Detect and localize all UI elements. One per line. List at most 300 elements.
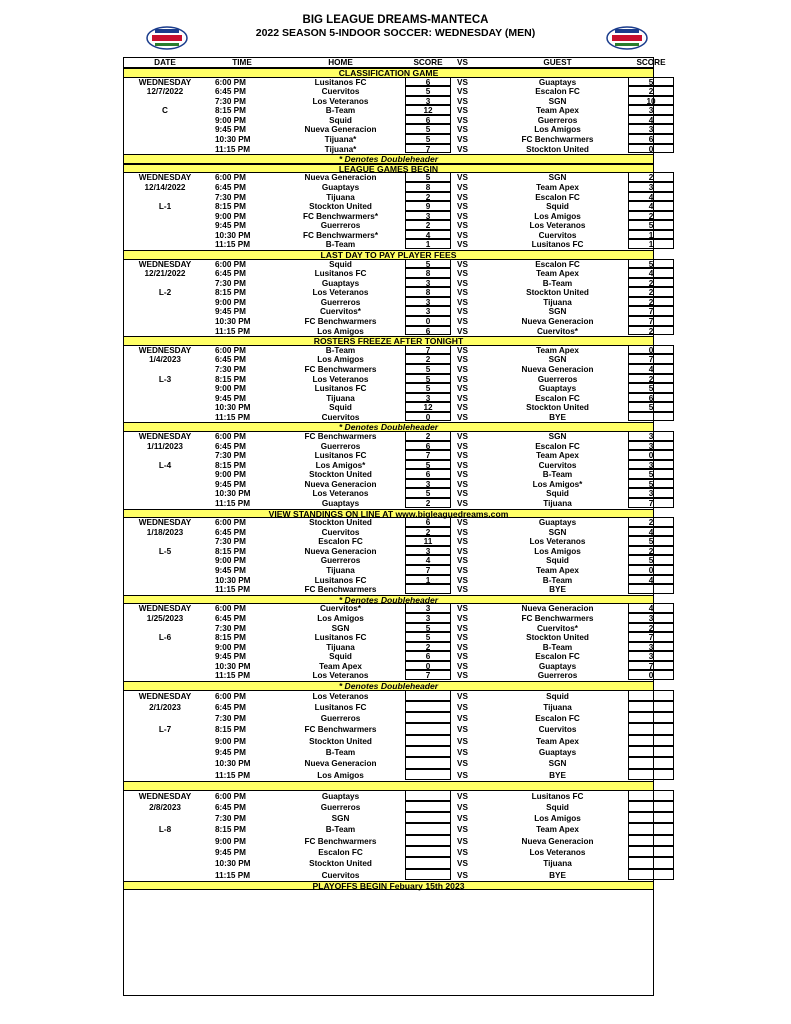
week-label: L-4 [158,460,172,470]
guest-team: BYE [549,770,566,780]
guest-score [628,812,674,823]
guest-team: Los Amigos [534,546,581,556]
guest-score: 1 [628,239,674,249]
home-score: 8 [405,268,451,278]
game-row [123,260,654,270]
game-row [123,499,654,509]
vs-label: VS [457,802,468,812]
home-team: Guerreros [320,556,361,566]
week-label: L-6 [158,633,172,643]
guest-score: 4 [628,527,674,537]
home-team: Tijuana [326,393,355,403]
guest-team: Team Apex [536,345,579,355]
guest-team: Tijuana [543,499,572,509]
col-date: DATE [154,58,176,67]
vs-label: VS [457,278,468,288]
guest-team: Squid [546,556,569,566]
game-row [123,813,654,824]
home-score: 4 [405,555,451,565]
home-score: 9 [405,201,451,211]
home-score: 6 [405,326,451,336]
section-banner: LAST DAY TO PAY PLAYER FEES [123,250,654,260]
home-team: B-Team [325,106,356,116]
home-team: Lusitanos FC [314,451,367,461]
game-row [123,633,654,643]
game-row [123,870,654,881]
vs-label: VS [457,575,468,585]
day-label: WEDNESDAY [138,431,192,441]
game-date: 2/8/2023 [149,802,181,812]
vs-label: VS [457,479,468,489]
game-time: 6:00 PM [215,604,246,614]
home-team: Guaptays [321,791,360,801]
vs-label: VS [457,202,468,212]
game-date: 12/14/2022 [144,182,186,192]
guest-score [628,801,674,812]
game-date: 1/25/2023 [146,613,184,623]
game-date: 12/7/2022 [146,87,184,97]
game-time: 10:30 PM [215,230,251,240]
home-score: 4 [405,230,451,240]
home-score [405,701,451,712]
home-score: 1 [405,575,451,585]
guest-score: 5 [628,220,674,230]
home-score: 7 [405,450,451,460]
vs-label: VS [457,87,468,97]
home-team: Cuervitos [321,527,360,537]
home-team: Team Apex [319,661,362,671]
vs-label: VS [457,451,468,461]
game-time: 6:45 PM [215,613,246,623]
home-score: 0 [405,316,451,326]
home-team: Cuervitos [321,412,360,422]
guest-team: Los Veteranos [529,537,586,547]
game-row [123,576,654,586]
home-score [405,690,451,701]
home-score: 3 [405,211,451,221]
game-time: 6:45 PM [215,87,246,97]
game-time: 11:15 PM [215,585,251,595]
guest-score: 3 [628,431,674,441]
guest-score [628,757,674,768]
guest-score [628,584,674,594]
guest-team: Nueva Generacion [521,317,594,327]
home-team: Lusitanos FC [314,702,367,712]
game-row [123,193,654,203]
game-row [123,747,654,758]
home-score: 6 [405,441,451,451]
home-score: 8 [405,182,451,192]
game-row [123,413,654,423]
game-row [123,145,654,155]
guest-score: 3 [628,642,674,652]
guest-team: Nueva Generacion [521,836,594,846]
section-sub-banner: LEAGUE GAMES BEGIN [123,164,654,174]
guest-team: Cuervitos [538,725,577,735]
col-score: SCORE [413,58,443,67]
vs-label: VS [457,585,468,595]
guest-score: 2 [628,374,674,384]
day-label: WEDNESDAY [138,173,192,183]
vs-label: VS [457,499,468,509]
guest-team: FC Benchwarmers [521,135,594,145]
vs-label: VS [457,106,468,116]
game-row [123,375,654,385]
guest-team: Guaptays [538,77,577,87]
game-time: 6:45 PM [215,182,246,192]
home-team: Nueva Generacion [304,546,377,556]
game-row [123,183,654,193]
guest-score: 2 [628,86,674,96]
game-row [123,78,654,88]
day-label: WEDNESDAY [138,691,192,701]
column-header-row [123,57,666,68]
col-guest: GUEST [543,58,572,67]
guest-team: SGN [548,355,567,365]
game-time: 8:15 PM [215,546,246,556]
home-team: Nueva Generacion [304,759,377,769]
game-time: 11:15 PM [215,412,251,422]
game-row [123,106,654,116]
guest-team: Squid [546,489,569,499]
home-score: 6 [405,651,451,661]
guest-score: 4 [628,603,674,613]
week-label: L-2 [158,288,172,298]
guest-score: 2 [628,172,674,182]
vs-label: VS [457,623,468,633]
guest-score: 5 [628,536,674,546]
guest-team: Squid [546,202,569,212]
game-time: 11:15 PM [215,499,251,509]
game-time: 7:30 PM [215,278,246,288]
guest-team: Team Apex [536,825,579,835]
game-row [123,355,654,365]
vs-label: VS [457,725,468,735]
game-row [123,847,654,858]
guest-team: Team Apex [536,451,579,461]
home-score [405,769,451,780]
game-row [123,394,654,404]
home-score: 3 [405,479,451,489]
guest-score: 5 [628,479,674,489]
guest-team: Guaptays [538,518,577,528]
home-score: 0 [405,412,451,422]
game-time: 10:30 PM [215,759,251,769]
vs-label: VS [457,537,468,547]
vs-label: VS [457,384,468,394]
game-time: 9:45 PM [215,221,246,231]
guest-team: Guerreros [537,374,578,384]
guest-team: Los Veteranos [529,848,586,858]
game-row [123,480,654,490]
guest-score [628,869,674,880]
game-time: 11:15 PM [215,770,251,780]
game-row [123,125,654,135]
vs-label: VS [457,96,468,106]
game-time: 7:30 PM [215,451,246,461]
game-date: 1/18/2023 [146,527,184,537]
game-row [123,432,654,442]
home-score [405,857,451,868]
vs-label: VS [457,870,468,880]
guest-team: Nueva Generacion [521,604,594,614]
vs-label: VS [457,825,468,835]
home-team: SGN [331,814,350,824]
guest-team: Team Apex [536,736,579,746]
day-label: WEDNESDAY [138,77,192,87]
guest-score: 1 [628,230,674,240]
game-time: 9:45 PM [215,652,246,662]
guest-score: 3 [628,460,674,470]
guest-score: 4 [628,268,674,278]
guest-team: Tijuana [543,702,572,712]
game-time: 8:15 PM [215,374,246,384]
vs-label: VS [457,240,468,250]
home-team: Nueva Generacion [304,173,377,183]
home-team: Guaptays [321,182,360,192]
home-team: Cuervitos* [320,604,361,614]
game-row [123,702,654,713]
home-team: FC Benchwarmers [304,725,377,735]
home-team: Tijuana [326,642,355,652]
day-label: WEDNESDAY [138,791,192,801]
vs-label: VS [457,393,468,403]
home-team: Escalon FC [318,848,363,858]
game-row [123,202,654,212]
game-row [123,279,654,289]
game-row [123,97,654,107]
game-time: 6:00 PM [215,345,246,355]
home-team: FC Benchwarmers [304,317,377,327]
guest-score [628,690,674,701]
vs-label: VS [457,403,468,413]
guest-team: Lusitanos FC [531,240,584,250]
game-time: 8:15 PM [215,460,246,470]
page-title: BIG LEAGUE DREAMS-MANTECA [302,14,489,26]
home-team: B-Team [325,748,356,758]
guest-team: SGN [548,527,567,537]
guest-team: B-Team [542,642,573,652]
guest-team: Escalon FC [535,441,580,451]
guest-score: 0 [628,345,674,355]
home-score [405,846,451,857]
vs-label: VS [457,192,468,202]
game-row [123,240,654,250]
game-row [123,87,654,97]
guest-team: BYE [549,870,566,880]
home-score: 2 [405,431,451,441]
game-date: 1/4/2023 [149,355,181,365]
home-score: 5 [405,374,451,384]
guest-team: Guerreros [537,115,578,125]
home-score [405,869,451,880]
game-row [123,736,654,747]
game-row [123,327,654,337]
guest-team: Los Amigos* [532,479,583,489]
home-team: FC Benchwarmers [304,431,377,441]
home-score: 5 [405,383,451,393]
guest-team: Escalon FC [535,87,580,97]
guest-team: Escalon FC [535,259,580,269]
home-score: 5 [405,124,451,134]
guest-team: Team Apex [536,269,579,279]
guest-team: Squid [546,691,569,701]
vs-label: VS [457,412,468,422]
home-team: Cuervitos [321,870,360,880]
home-team: Cuervitos [321,87,360,97]
guest-score: 0 [628,565,674,575]
game-time: 9:00 PM [215,556,246,566]
game-row [123,585,654,595]
guest-score: 5 [628,259,674,269]
guest-team: Cuervitos [538,460,577,470]
game-row [123,652,654,662]
vs-label: VS [457,859,468,869]
guest-team: Guerreros [537,671,578,681]
home-team: Lusitanos FC [314,269,367,279]
guest-team: Cuervitos [538,230,577,240]
home-score: 12 [405,402,451,412]
game-time: 9:45 PM [215,307,246,317]
home-score: 6 [405,115,451,125]
game-time: 8:15 PM [215,633,246,643]
home-team: Los Veteranos [312,374,369,384]
guest-score [628,790,674,801]
game-row [123,836,654,847]
guest-score: 2 [628,623,674,633]
home-score: 5 [405,172,451,182]
guest-score: 3 [628,488,674,498]
home-team: Guerreros [320,714,361,724]
game-row [123,643,654,653]
home-team: Tijuana* [324,135,357,145]
guest-score: 2 [628,287,674,297]
game-row [123,724,654,735]
vs-label: VS [457,702,468,712]
guest-score: 0 [628,144,674,154]
game-row [123,614,654,624]
game-row [123,528,654,538]
section-banner: * Denotes Doubleheader [123,154,654,164]
home-team: FC Benchwarmers [304,836,377,846]
guest-score [628,835,674,846]
home-score [405,746,451,757]
vs-label: VS [457,288,468,298]
home-score: 3 [405,306,451,316]
guest-team: Los Amigos [534,125,581,135]
game-time: 9:45 PM [215,566,246,576]
guest-team: Cuervitos* [537,623,578,633]
game-row [123,713,654,724]
guest-team: Tijuana [543,297,572,307]
guest-team: BYE [549,412,566,422]
home-team: B-Team [325,345,356,355]
section-spacer [123,781,654,791]
vs-label: VS [457,736,468,746]
home-score: 3 [405,393,451,403]
game-time: 8:15 PM [215,288,246,298]
vs-label: VS [457,211,468,221]
vs-label: VS [457,431,468,441]
home-team: Cuervitos* [320,307,361,317]
col-time: TIME [232,58,252,67]
guest-score: 3 [628,182,674,192]
guest-score: 0 [628,450,674,460]
guest-team: Los Amigos [534,814,581,824]
game-row [123,212,654,222]
home-score [405,723,451,734]
game-row [123,269,654,279]
vs-label: VS [457,691,468,701]
game-time: 11:15 PM [215,326,251,336]
home-score: 2 [405,527,451,537]
schedule-table [123,57,666,891]
home-team: Los Amigos [317,355,364,365]
league-logo-right [606,26,648,50]
guest-team: SGN [548,431,567,441]
home-team: Los Veteranos [312,671,369,681]
guest-score: 3 [628,613,674,623]
game-time: 9:45 PM [215,848,246,858]
game-row [123,537,654,547]
game-time: 10:30 PM [215,661,251,671]
guest-team: Lusitanos FC [531,791,584,801]
vs-label: VS [457,182,468,192]
vs-label: VS [457,374,468,384]
game-time: 6:00 PM [215,77,246,87]
guest-score: 4 [628,192,674,202]
guest-score: 3 [628,124,674,134]
page-subtitle: 2022 SEASON 5-INDOOR SOCCER: WEDNESDAY (MEN) [255,27,536,39]
home-score [405,584,451,594]
game-row [123,384,654,394]
guest-team: Stockton United [526,633,589,643]
guest-score: 2 [628,297,674,307]
home-team: Guerreros [320,221,361,231]
game-row [123,221,654,231]
home-team: Lusitanos FC [314,633,367,643]
game-time: 6:00 PM [215,518,246,528]
vs-label: VS [457,770,468,780]
game-time: 9:00 PM [215,836,246,846]
home-team: Lusitanos FC [314,384,367,394]
game-row [123,791,654,802]
game-row [123,824,654,835]
guest-team: Team Apex [536,182,579,192]
home-score: 7 [405,670,451,680]
home-team: Tijuana [326,566,355,576]
guest-score [628,701,674,712]
game-time: 9:00 PM [215,115,246,125]
guest-score: 4 [628,115,674,125]
game-time: 6:45 PM [215,702,246,712]
game-row [123,470,654,480]
guest-score: 7 [628,354,674,364]
guest-score [628,769,674,780]
home-team: Stockton United [309,736,372,746]
game-time: 6:00 PM [215,691,246,701]
vs-label: VS [457,556,468,566]
game-time: 8:15 PM [215,106,246,116]
guest-score: 7 [628,498,674,508]
home-team: Stockton United [309,202,372,212]
home-score [405,823,451,834]
home-score: 2 [405,220,451,230]
home-score: 8 [405,287,451,297]
guest-team: SGN [548,96,567,106]
home-team: FC Benchwarmers [304,364,377,374]
home-score: 3 [405,603,451,613]
